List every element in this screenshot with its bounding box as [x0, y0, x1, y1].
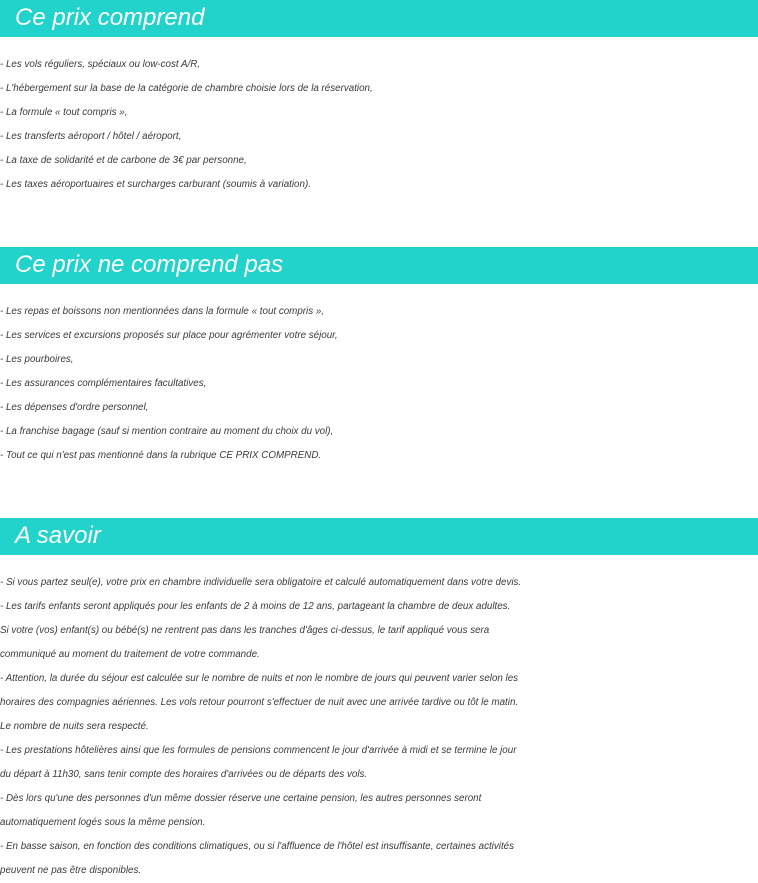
section-header-included	[0, 0, 758, 37]
list-item: - Les assurances complémentaires facultatives,	[0, 378, 207, 389]
list-item: communiqué au moment du traitement de votre commande.	[0, 649, 260, 660]
section-body-included	[0, 53, 758, 197]
list-item: - Les dépenses d'ordre personnel,	[0, 402, 149, 413]
list-item: - L'hébergement sur la base de la catégorie de chambre choisie lors de la réservation,	[0, 83, 373, 94]
list-item: - Les services et excursions proposés sur place pour agrémenter votre séjour,	[0, 330, 338, 341]
list-item: du départ à 11h30, sans tenir compte des horaires d'arrivées ou de départs des vols.	[0, 769, 368, 780]
list-item: - Dès lors qu'une des personnes d'un même dossier réserve une certaine pension, les autres personnes seront	[0, 793, 482, 804]
list-item: - Les transferts aéroport / hôtel / aéroport,	[0, 131, 182, 142]
section-body-not-included	[0, 300, 758, 468]
section-title-not-included: Ce prix ne comprend pas	[15, 251, 284, 278]
list-item: Le nombre de nuits sera respecté.	[0, 721, 149, 732]
section-title-good-to-know: A savoir	[15, 522, 101, 549]
list-item: - Les tarifs enfants seront appliqués pour les enfants de 2 à moins de 12 ans, partageant la chambre de deux adultes.	[0, 601, 511, 612]
section-header-good-to-know	[0, 518, 758, 555]
list-item: - Les vols réguliers, spéciaux ou low-cost A/R,	[0, 59, 201, 70]
list-item: - En basse saison, en fonction des conditions climatiques, ou si l'affluence de l'hôtel est insuffisante, certaines activités	[0, 841, 515, 852]
list-item: - Les prestations hôtelières ainsi que les formules de pensions commencent le jour d'arrivée à midi et se termine le jour	[0, 745, 517, 756]
list-item: - La formule « tout compris »,	[0, 107, 128, 118]
section-title-included: Ce prix comprend	[15, 4, 205, 31]
section-body-good-to-know	[0, 571, 758, 883]
list-item: Si votre (vos) enfant(s) ou bébé(s) ne rentrent pas dans les tranches d'âges ci-dessus, le tarif appliqué vous sera	[0, 625, 490, 636]
list-item: - Attention, la durée du séjour est calculée sur le nombre de nuits et non le nombre de jours qui peuvent varier selon les	[0, 673, 519, 684]
list-item: - Si vous partez seul(e), votre prix en chambre individuelle sera obligatoire et calculé automatiquement dans votre devis.	[0, 577, 522, 588]
section-header-not-included	[0, 247, 758, 284]
list-item: horaires des compagnies aériennes. Les vols retour pourront s'effectuer de nuit avec une arrivée tardive ou tôt le matin.	[0, 697, 519, 708]
list-item: - Les taxes aéroportuaires et surcharges carburant (soumis à variation).	[0, 179, 311, 190]
list-item: - Les repas et boissons non mentionnées dans la formule « tout compris »,	[0, 306, 325, 317]
list-item: - Tout ce qui n'est pas mentionné dans la rubrique CE PRIX COMPREND.	[0, 450, 322, 461]
list-item: peuvent ne pas être disponibles.	[0, 865, 142, 876]
list-item: - Les pourboires,	[0, 354, 74, 365]
list-item: - La franchise bagage (sauf si mention contraire au moment du choix du vol),	[0, 426, 334, 437]
list-item: automatiquement logés sous la même pension.	[0, 817, 206, 828]
list-item: - La taxe de solidarité et de carbone de 3€ par personne,	[0, 155, 247, 166]
